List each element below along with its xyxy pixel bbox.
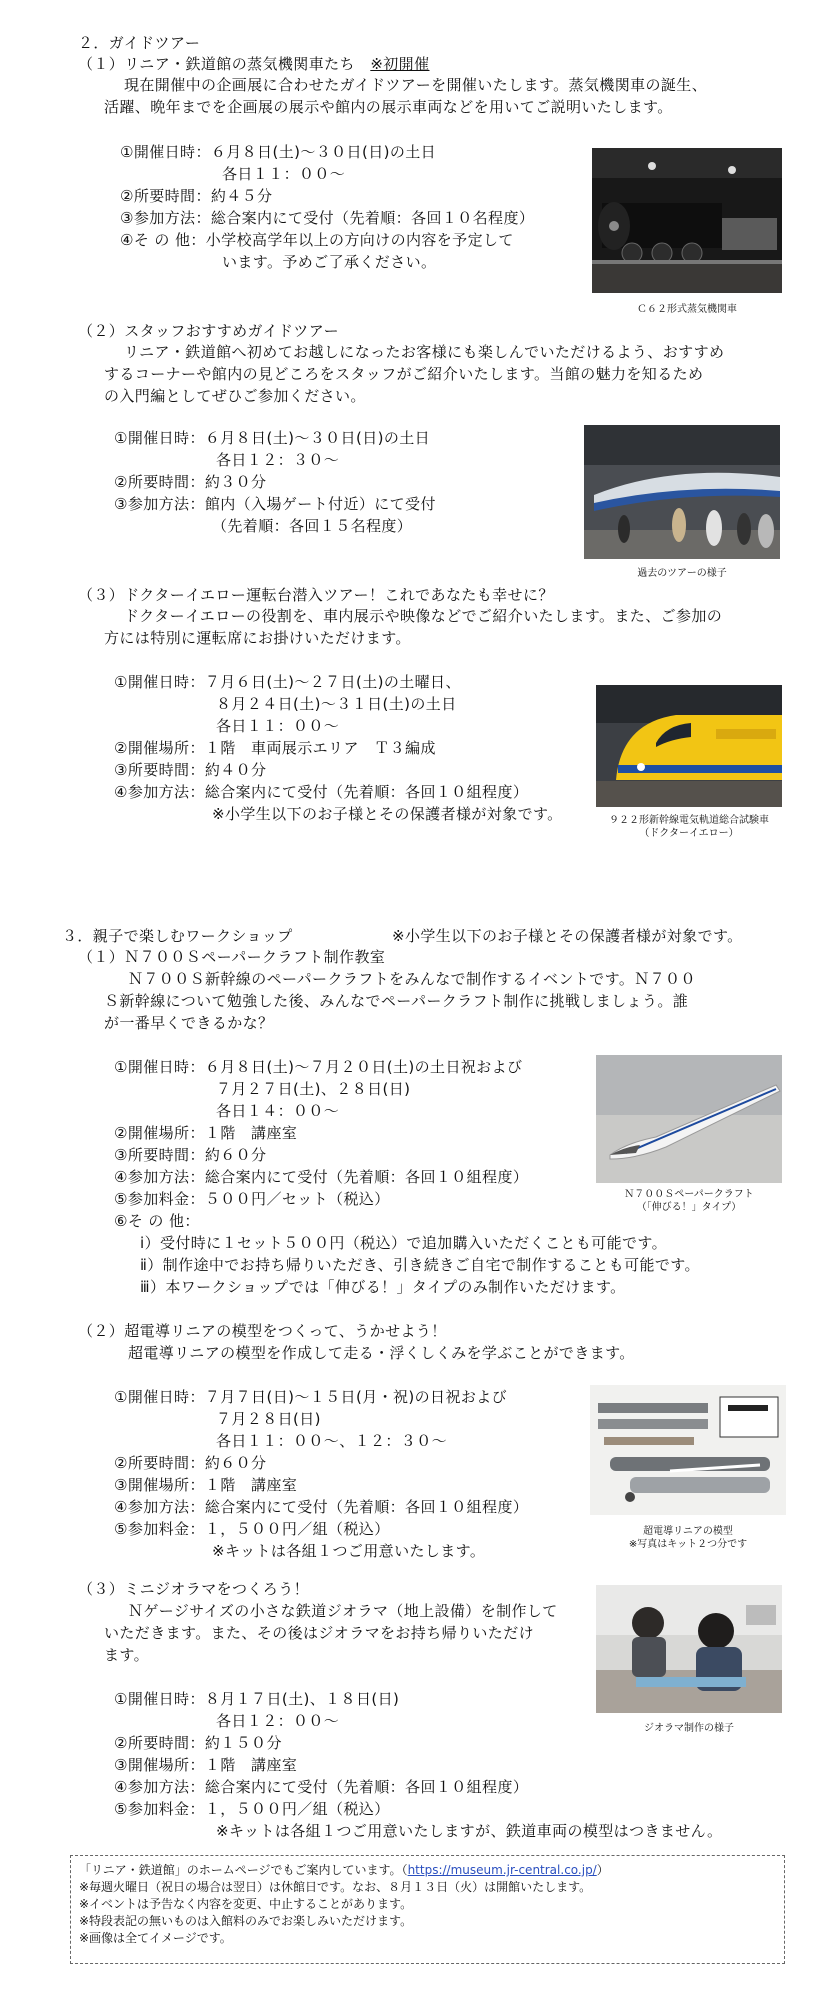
workshop-1-detail: ④参加方法：総合案内にて受付（先着順：各回１０組程度） bbox=[114, 1168, 529, 1186]
workshop-1-desc: Ｓ新幹線について勉強した後、みんなでペーパークラフト制作に挑戦しましょう。誰 bbox=[104, 992, 689, 1010]
guide-2-desc: の入門編としてぜひご参加ください。 bbox=[104, 387, 366, 405]
notice-changes: ※イベントは予告なく内容を変更、中止することがあります。 bbox=[79, 1897, 413, 1911]
workshop-1-detail: ②開催場所：１階 講座室 bbox=[114, 1124, 298, 1142]
workshop-3-detail: ①開催日時：８月１７日(土)、１８日(日) bbox=[114, 1690, 400, 1708]
workshop-3-detail: ④参加方法：総合案内にて受付（先着順：各回１０組程度） bbox=[114, 1778, 529, 1796]
workshop-1-detail: ⑥そ の 他： bbox=[114, 1212, 200, 1230]
maglev-model-caption: 超電導リニアの模型 bbox=[643, 1526, 733, 1537]
workshop-3-desc: Ｎゲージサイズの小さな鉄道ジオラマ（地上設備）を制作して bbox=[128, 1602, 558, 1620]
workshop-3-detail: ②所要時間：約１５０分 bbox=[114, 1734, 282, 1752]
guide-3-detail: ②開催場所：１階 車両展示エリア Ｔ３編成 bbox=[114, 739, 436, 757]
workshop-2-detail: ７月２８日(日) bbox=[216, 1410, 321, 1428]
guide-1-detail: ②所要時間：約４５分 bbox=[120, 187, 273, 205]
workshop-3-desc: ます。 bbox=[104, 1646, 150, 1664]
first-time-badge: ※初開催 bbox=[370, 55, 430, 73]
workshop-2-detail: 各日１１：００～、１２：３０～ bbox=[216, 1432, 448, 1450]
section-3-title: ３．親子で楽しむワークショップ bbox=[62, 927, 293, 945]
paper-craft-photo bbox=[596, 1055, 782, 1183]
guide-1-detail: ④そ の 他：小学校高学年以上の方向けの内容を予定して bbox=[120, 231, 514, 249]
guide-3-desc: ドクターイエローの役割を、車内展示や映像などでご紹介いたします。また、ご参加の bbox=[124, 607, 723, 625]
workshop-2-desc: 超電導リニアの模型を作成して走る・浮くしくみを学ぶことができます。 bbox=[128, 1344, 635, 1362]
past-tour-caption: 過去のツアーの様子 bbox=[637, 568, 727, 579]
workshop-1-detail: ①開催日時：６月８日(土)～７月２０日(土)の土日祝および bbox=[114, 1058, 523, 1076]
workshop-1-detail: ⅱ）制作途中でお持ち帰りいただき、引き続きご自宅で制作することも可能です。 bbox=[140, 1256, 700, 1274]
workshop-2-detail: ②所要時間：約６０分 bbox=[114, 1454, 267, 1472]
guide-2-detail: （先着順：各回１５名程度） bbox=[212, 517, 413, 535]
guide-3-detail: ８月２４日(土)～３１日(土)の土日 bbox=[216, 695, 457, 713]
notice-homepage bbox=[79, 1862, 609, 1878]
diorama-workshop-caption: ジオラマ制作の様子 bbox=[644, 1723, 734, 1734]
guide-1-detail: ①開催日時：６月８日(土)～３０日(日)の土日 bbox=[120, 143, 437, 161]
workshop-3-detail: ③開催場所：１階 講座室 bbox=[114, 1756, 298, 1774]
guide-3-detail: ①開催日時：７月６日(土)～２７日(土)の土曜日、 bbox=[114, 673, 461, 691]
guide-2-desc: するコーナーや館内の見どころをスタッフがご紹介いたします。当館の魅力を知るため bbox=[104, 365, 704, 383]
museum-website-link[interactable]: https://museum.jr-central.co.jp/ bbox=[407, 1863, 597, 1877]
workshop-1-desc: が一番早くできるかな？ bbox=[104, 1014, 274, 1032]
doctor-yellow-caption: （ドクターイエロー） bbox=[639, 828, 739, 839]
past-tour-photo bbox=[584, 425, 780, 559]
workshop-1-detail: ⅰ）受付時に１セット５００円（税込）で追加購入いただくことも可能です。 bbox=[140, 1234, 667, 1252]
guide-3-detail: 各日１１：００～ bbox=[216, 717, 340, 735]
maglev-model-photo bbox=[590, 1385, 786, 1515]
workshop-2-detail: ④参加方法：総合案内にて受付（先着順：各回１０組程度） bbox=[114, 1498, 529, 1516]
maglev-model-caption: ※写真はキット２つ分です bbox=[628, 1539, 748, 1550]
guide-1-desc: 現在開催中の企画展に合わせたガイドツアーを開催いたします。蒸気機関車の誕生、 bbox=[124, 76, 708, 94]
notice-images: ※画像は全てイメージです。 bbox=[79, 1931, 232, 1945]
notice-admission: ※特段表記の無いものは入館料のみでお楽しみいただけます。 bbox=[79, 1914, 413, 1928]
guide-2-detail: ②所要時間：約３０分 bbox=[114, 473, 267, 491]
guide-2-detail: 各日１２：３０～ bbox=[216, 451, 340, 469]
guide-1-desc: 活躍、晩年までを企画展の展示や館内の展示車両などを用いてご説明いたします。 bbox=[104, 98, 673, 116]
doctor-yellow-caption: ９２２形新幹線電気軌道総合試験車 bbox=[609, 815, 769, 826]
notice-homepage-end: ） bbox=[596, 1863, 609, 1877]
notice-homepage-text: 「リニア・鉄道館」のホームページでもご案内しています。（ bbox=[79, 1863, 408, 1877]
guide-1-title-text: （１）リニア・鉄道館の蒸気機関車たち bbox=[78, 55, 355, 73]
workshop-1-desc: Ｎ７００Ｓ新幹線のペーパークラフトをみんなで制作するイベントです。Ｎ７００ bbox=[128, 970, 696, 988]
workshop-3-detail: ※キットは各組１つご用意いたしますが、鉄道車両の模型はつきません。 bbox=[216, 1822, 723, 1840]
steam-locomotive-caption: Ｃ６２形式蒸気機関車 bbox=[637, 304, 737, 315]
guide-2-detail: ③参加方法：館内（入場ゲート付近）にて受付 bbox=[114, 495, 436, 513]
workshop-1-detail: ⅲ）本ワークショップでは「伸びる！」タイプのみ制作いただけます。 bbox=[140, 1278, 626, 1296]
workshop-2-detail: ①開催日時：７月７日(日)～１５日(月・祝)の日祝および bbox=[114, 1388, 508, 1406]
workshop-3-detail: 各日１２：００～ bbox=[216, 1712, 340, 1730]
guide-3-detail: ④参加方法：総合案内にて受付（先着順：各回１０組程度） bbox=[114, 783, 529, 801]
workshop-2-title: （２）超電導リニアの模型をつくって、うかせよう！ bbox=[78, 1322, 447, 1340]
guide-3-detail: ③所要時間：約４０分 bbox=[114, 761, 267, 779]
workshop-1-detail: 各日１４：００～ bbox=[216, 1102, 340, 1120]
guide-1-detail: 各日１１：００～ bbox=[222, 165, 346, 183]
guide-1-title bbox=[78, 53, 429, 75]
paper-craft-caption: Ｎ７００Ｓペーパークラフト bbox=[624, 1189, 754, 1200]
notice-closed-days: ※毎週火曜日（祝日の場合は翌日）は休館日です。なお、８月１３日（火）は開館いたします。 bbox=[79, 1880, 592, 1894]
workshop-2-detail: ⑤参加料金：１，５００円／組（税込） bbox=[114, 1520, 390, 1538]
workshop-3-desc: いただきます。また、その後はジオラマをお持ち帰りいただけ bbox=[104, 1624, 535, 1642]
workshop-3-detail: ⑤参加料金：１，５００円／組（税込） bbox=[114, 1800, 390, 1818]
guide-1-detail: ③参加方法：総合案内にて受付（先着順：各回１０名程度） bbox=[120, 209, 535, 227]
workshop-2-detail: ※キットは各組１つご用意いたします。 bbox=[212, 1542, 486, 1560]
workshop-1-detail: ⑤参加料金：５００円／セット（税込） bbox=[114, 1190, 390, 1208]
workshop-2-detail: ③開催場所：１階 講座室 bbox=[114, 1476, 298, 1494]
guide-2-desc: リニア・鉄道館へ初めてお越しになったお客様にも楽しんでいただけるよう、おすすめ bbox=[124, 343, 725, 361]
workshop-1-detail: ７月２７日(土)、２８日(日) bbox=[216, 1080, 411, 1098]
guide-3-desc: 方には特別に運転席にお掛けいただけます。 bbox=[104, 629, 411, 647]
steam-locomotive-photo bbox=[592, 148, 782, 293]
diorama-workshop-photo bbox=[596, 1585, 782, 1713]
notice-box bbox=[70, 1855, 785, 1964]
guide-3-title: （３）ドクターイエロー運転台潜入ツアー！これであなたも幸せに？ bbox=[78, 586, 554, 604]
workshop-1-detail: ③所要時間：約６０分 bbox=[114, 1146, 267, 1164]
doctor-yellow-photo bbox=[596, 685, 782, 807]
workshop-1-title: （１）Ｎ７００Ｓペーパークラフト制作教室 bbox=[78, 948, 386, 966]
guide-3-detail: ※小学生以下のお子様とその保護者様が対象です。 bbox=[212, 805, 563, 823]
section-2-title: ２．ガイドツアー bbox=[78, 34, 201, 52]
guide-2-title: （２）スタッフおすすめガイドツアー bbox=[78, 322, 340, 340]
guide-2-detail: ①開催日時：６月８日(土)～３０日(日)の土日 bbox=[114, 429, 431, 447]
workshop-3-title: （３）ミニジオラマをつくろう！ bbox=[78, 1580, 310, 1598]
guide-1-detail: います。予めご了承ください。 bbox=[222, 253, 437, 271]
section-3-note: ※小学生以下のお子様とその保護者様が対象です。 bbox=[392, 927, 743, 945]
paper-craft-caption: （「伸びる！」タイプ） bbox=[636, 1202, 742, 1213]
